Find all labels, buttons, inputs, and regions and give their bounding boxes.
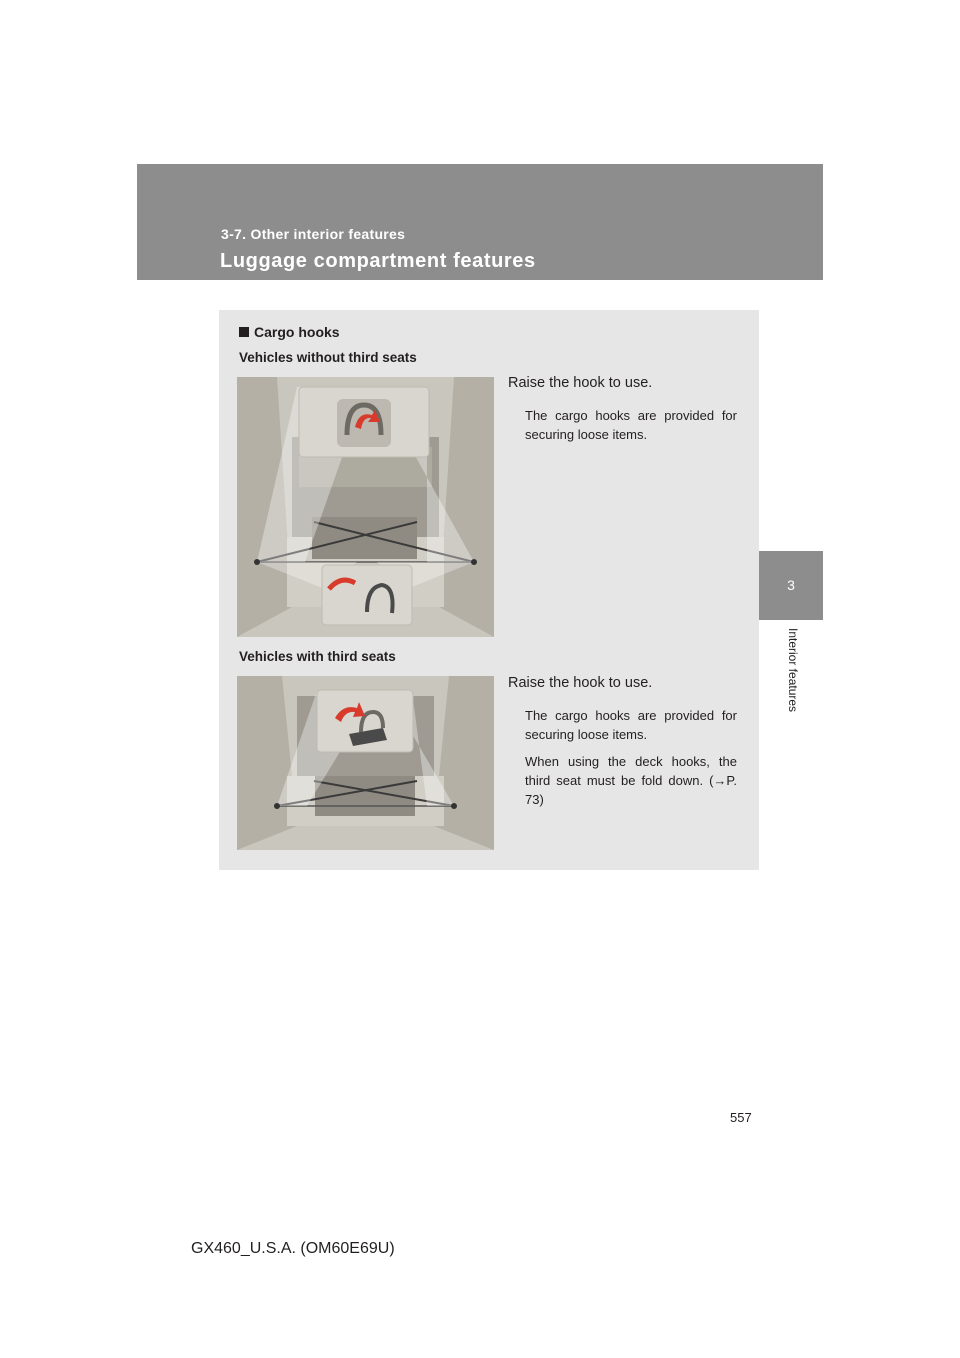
notes-with-third-seats	[525, 706, 737, 817]
page-title: Luggage compartment features	[220, 250, 536, 272]
instruction-with-third-seats: Raise the hook to use.	[508, 675, 653, 691]
section-heading	[239, 324, 340, 340]
document-code: GX460_U.S.A. (OM60E69U)	[191, 1240, 395, 1257]
page-header	[137, 164, 823, 280]
note-without-third-seats	[525, 406, 737, 452]
figure-without-third-seats	[237, 377, 494, 637]
square-bullet-icon	[239, 327, 249, 337]
instruction-without-third-seats: Raise the hook to use.	[508, 375, 653, 391]
subheading-with-third-seats: Vehicles with third seats	[239, 649, 396, 664]
chapter-tab[interactable]	[759, 551, 823, 620]
subheading-without-third-seats: Vehicles without third seats	[239, 350, 417, 365]
note-text: The cargo hooks are provided for securing loose items.	[525, 708, 737, 742]
section-heading-text: Cargo hooks	[254, 324, 340, 340]
chapter-label: Interior features	[786, 628, 800, 713]
cargo-area-illustration	[237, 377, 494, 637]
note-text: The cargo hooks are provided for securing loose items.	[525, 408, 737, 442]
note-text: When using the deck hooks, the third seat must be fold down. (→P. 73)	[525, 754, 737, 807]
cargo-hooks-section	[219, 310, 759, 870]
chapter-number: 3	[787, 577, 795, 593]
section-label: 3-7. Other interior features	[221, 226, 406, 242]
cargo-area-illustration	[237, 676, 494, 850]
page-number: 557	[730, 1110, 752, 1125]
figure-with-third-seats	[237, 676, 494, 850]
